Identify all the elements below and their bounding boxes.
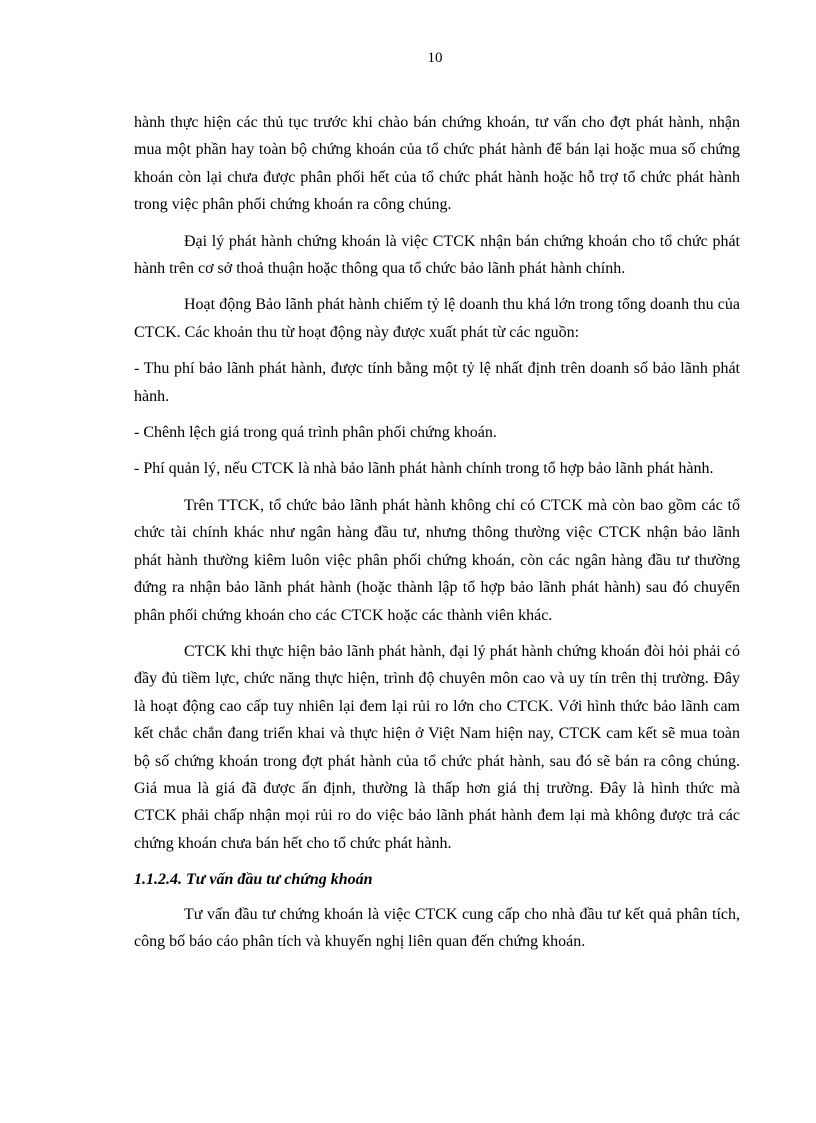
list-item: - Chênh lệch giá trong quá trình phân phối chứng khoán. xyxy=(134,424,497,442)
paragraph: Tư vấn đầu tư chứng khoán là việc CTCK cung cấp cho nhà đầu tư kết quả phân tích, công bố báo cáo phân tích và khuyến nghị liên quan đến chứng khoán. xyxy=(134,905,740,950)
paragraph: Đại lý phát hành chứng khoán là việc CTCK nhận bán chứng khoán cho tổ chức phát hành trên cơ sở thoả thuận hoặc thông qua tổ chức bảo lãnh phát hành chính. xyxy=(134,232,740,278)
list-item: - Thu phí bảo lãnh phát hành, được tính bằng một tỷ lệ nhất định trên doanh số bảo lãnh phát hành. xyxy=(134,360,740,405)
paragraph: CTCK khi thực hiện bảo lãnh phát hành, đại lý phát hành chứng khoán đòi hỏi phải có đầy đủ tiềm lực, chức năng thực hiện, trình độ chuyên môn cao và uy tín trên thị trường. Đây là hoạt động cao cấp tuy nhiên lại đem lại rủi ro lớn cho CTCK. Với hình thức bảo lãnh cam kết chắc chắn đang triển khai và thực hiện ở Việt Nam hiện nay, CTCK cam kết sẽ mua toàn bộ số chứng khoán trong đợt phát hành của tổ chức phát hành, sau đó sẽ bán ra công chúng. Giá mua là giá đã được ấn định, thường là thấp hơn giá thị trường. Đây là hình thức mà CTCK phải chấp nhận mọi rủi ro do việc bảo lãnh phát hành đem lại mà không được trả các chứng khoán chưa bán hết cho tổ chức phát hành. xyxy=(134,642,740,852)
page-body xyxy=(134,109,740,964)
paragraph: Trên TTCK, tổ chức bảo lãnh phát hành không chỉ có CTCK mà còn bao gồm các tổ chức tài chính khác như ngân hàng đầu tư, nhưng thông thường việc CTCK nhận bảo lãnh phát hành thường kiêm luôn việc phân phối chứng khoán, còn các ngân hàng đầu tư thường đứng ra nhận bảo lãnh phát hành (hoặc thành lập tổ hợp bảo lãnh phát hành) sau đó chuyển phân phối chứng khoán cho các CTCK hoặc các thành viên khác. xyxy=(134,496,740,624)
section-heading: 1.1.2.4. Tư vấn đầu tư chứng khoán xyxy=(134,871,373,889)
list-item: - Phí quản lý, nếu CTCK là nhà bảo lãnh phát hành chính trong tổ hợp bảo lãnh phát hành. xyxy=(134,460,714,478)
paragraph: Hoạt động Bảo lãnh phát hành chiếm tỷ lệ doanh thu khá lớn trong tổng doanh thu của CTCK. Các khoản thu từ hoạt động này được xuất phát từ các nguồn: xyxy=(134,296,740,341)
page-number: 10 xyxy=(427,50,443,66)
paragraph: hành thực hiện các thủ tục trước khi chào bán chứng khoán, tư vấn cho đợt phát hành, nhận mua một phần hay toàn bộ chứng khoán của tổ chức phát hành để bán lại hoặc mua số chứng khoán còn lại chưa được phân phối hết của tổ chức phát hành hoặc hỗ trợ tổ chức phát hành trong việc phân phối chứng khoán ra công chúng. xyxy=(134,114,740,214)
